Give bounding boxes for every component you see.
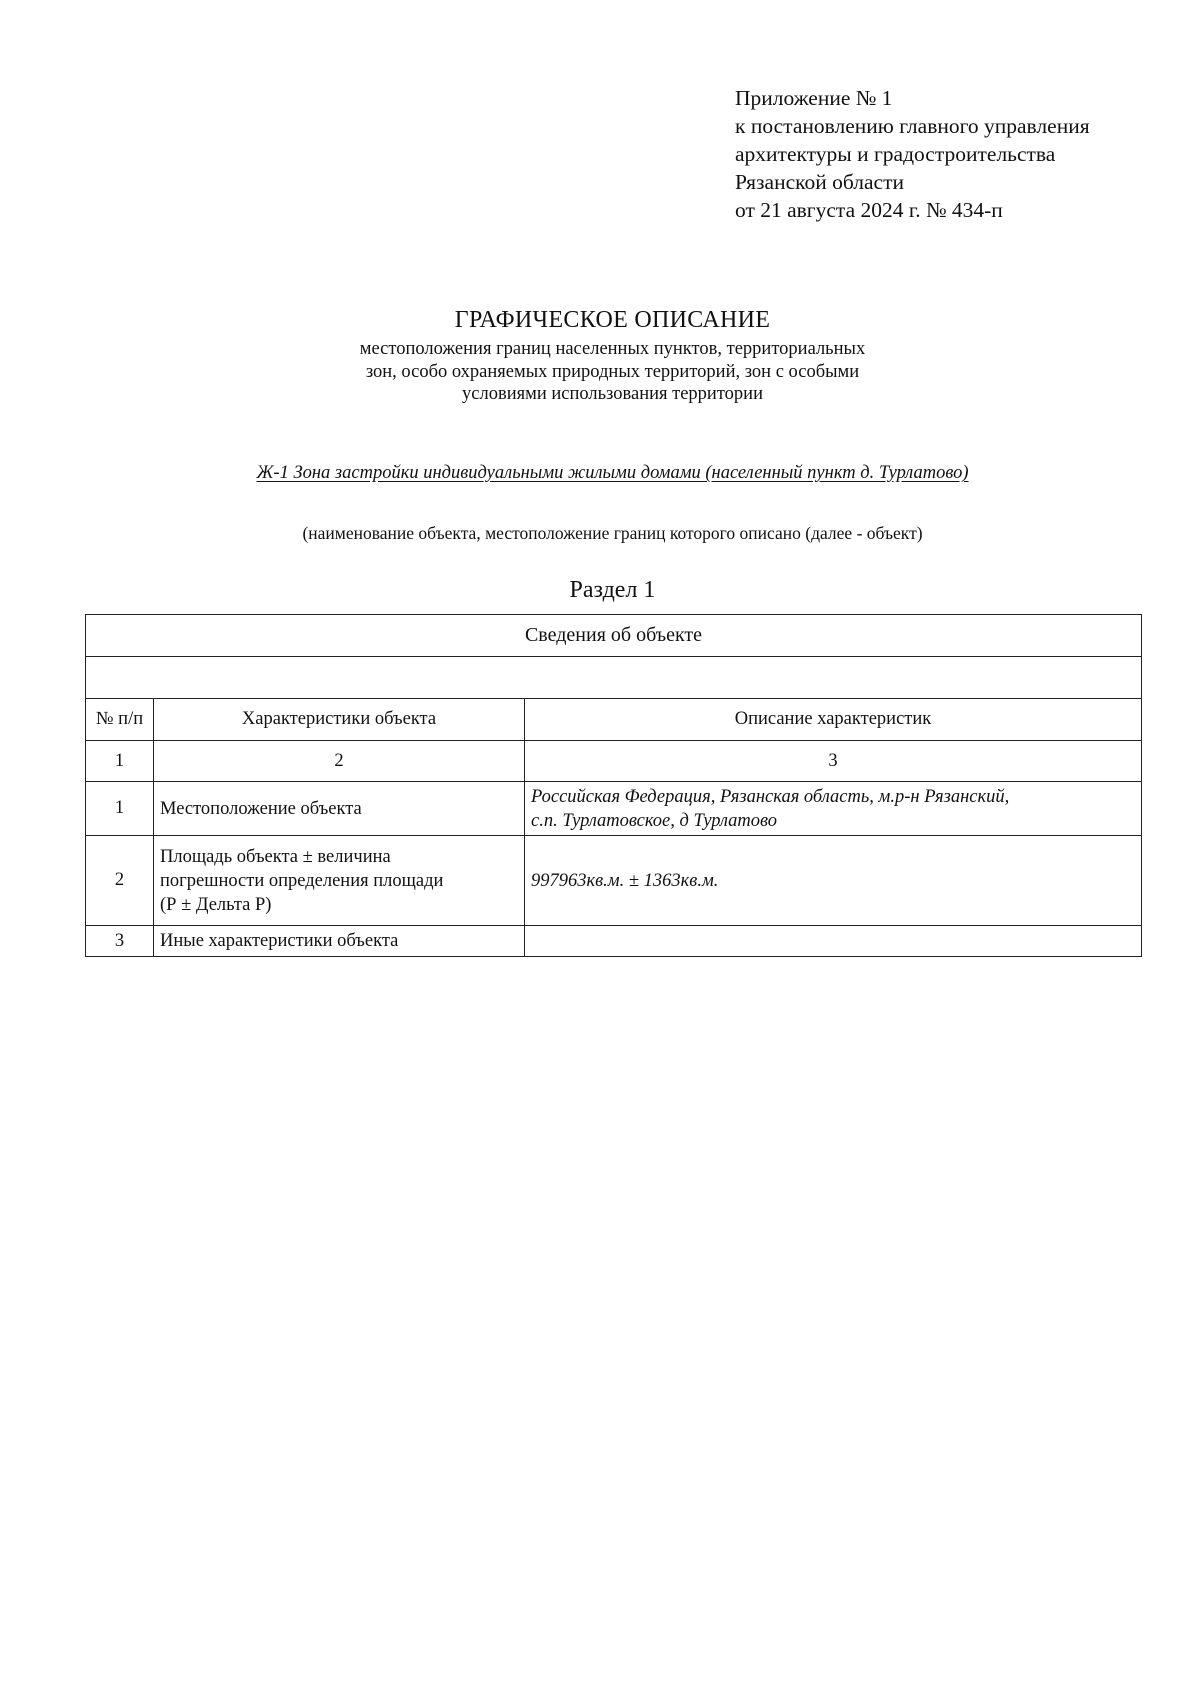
row-number: 2 [86, 836, 154, 926]
object-name-caption: (наименование объекта, местоположение границ которого описано (далее - объект) [302, 523, 923, 543]
row-value-line: с.п. Турлатовское, д Турлатово [531, 810, 778, 831]
table-column-numbers-row [86, 741, 1142, 782]
appendix-line: к постановлению главного управления [735, 114, 1090, 138]
table-row [86, 782, 1142, 836]
row-label [154, 926, 525, 957]
row-label [154, 782, 525, 836]
row-label-line: Иные характеристики объекта [160, 931, 399, 951]
table-columns-row [86, 699, 1142, 741]
table-row [86, 836, 1142, 926]
column-number: 2 [154, 741, 525, 782]
row-number: 1 [86, 782, 154, 836]
appendix-line: Приложение № 1 [735, 86, 893, 110]
table-row [86, 926, 1142, 957]
column-header-characteristics: Характеристики объекта [154, 699, 525, 741]
table-empty-row [86, 657, 1142, 699]
row-value [525, 782, 1142, 836]
appendix-block [735, 84, 1090, 224]
table-empty-cell [86, 657, 1142, 699]
section-title: Раздел 1 [569, 577, 656, 603]
appendix-line: от 21 августа 2024 г. № 434-п [735, 198, 1003, 222]
row-value [525, 926, 1142, 957]
row-label-line: (Р ± Дельта Р) [160, 894, 272, 915]
document-subtitle [0, 338, 1200, 406]
appendix-line: архитектуры и градостроительства [735, 142, 1056, 166]
subtitle-line: местоположения границ населенных пунктов, территориальных [359, 339, 866, 359]
row-value-line: Российская Федерация, Рязанская область, м.р-н Рязанский, [531, 786, 1010, 807]
row-value [525, 836, 1142, 926]
column-header-number: № п/п [86, 699, 154, 741]
row-label [154, 836, 525, 926]
row-value-line: 997963кв.м. ± 1363кв.м. [531, 870, 719, 891]
column-number: 3 [525, 741, 1142, 782]
object-name: Ж-1 Зона застройки индивидуальными жилыми домами (населенный пункт д. Турлатово) [256, 463, 969, 483]
object-info-table [85, 614, 1142, 957]
row-number: 3 [86, 926, 154, 957]
column-header-description: Описание характеристик [525, 699, 1142, 741]
subtitle-line: условиями использования территории [462, 384, 763, 404]
appendix-line: Рязанской области [735, 170, 904, 194]
row-label-line: Местоположение объекта [160, 798, 362, 819]
row-label-line: погрешности определения площади [160, 870, 444, 891]
table-header: Сведения об объекте [86, 615, 1142, 657]
subtitle-line: зон, особо охраняемых природных территорий, зон с особыми [365, 361, 860, 382]
column-number: 1 [86, 741, 154, 782]
document-title: ГРАФИЧЕСКОЕ ОПИСАНИЕ [454, 307, 771, 333]
table-header-row [86, 615, 1142, 657]
row-label-line: Площадь объекта ± величина [160, 846, 391, 867]
